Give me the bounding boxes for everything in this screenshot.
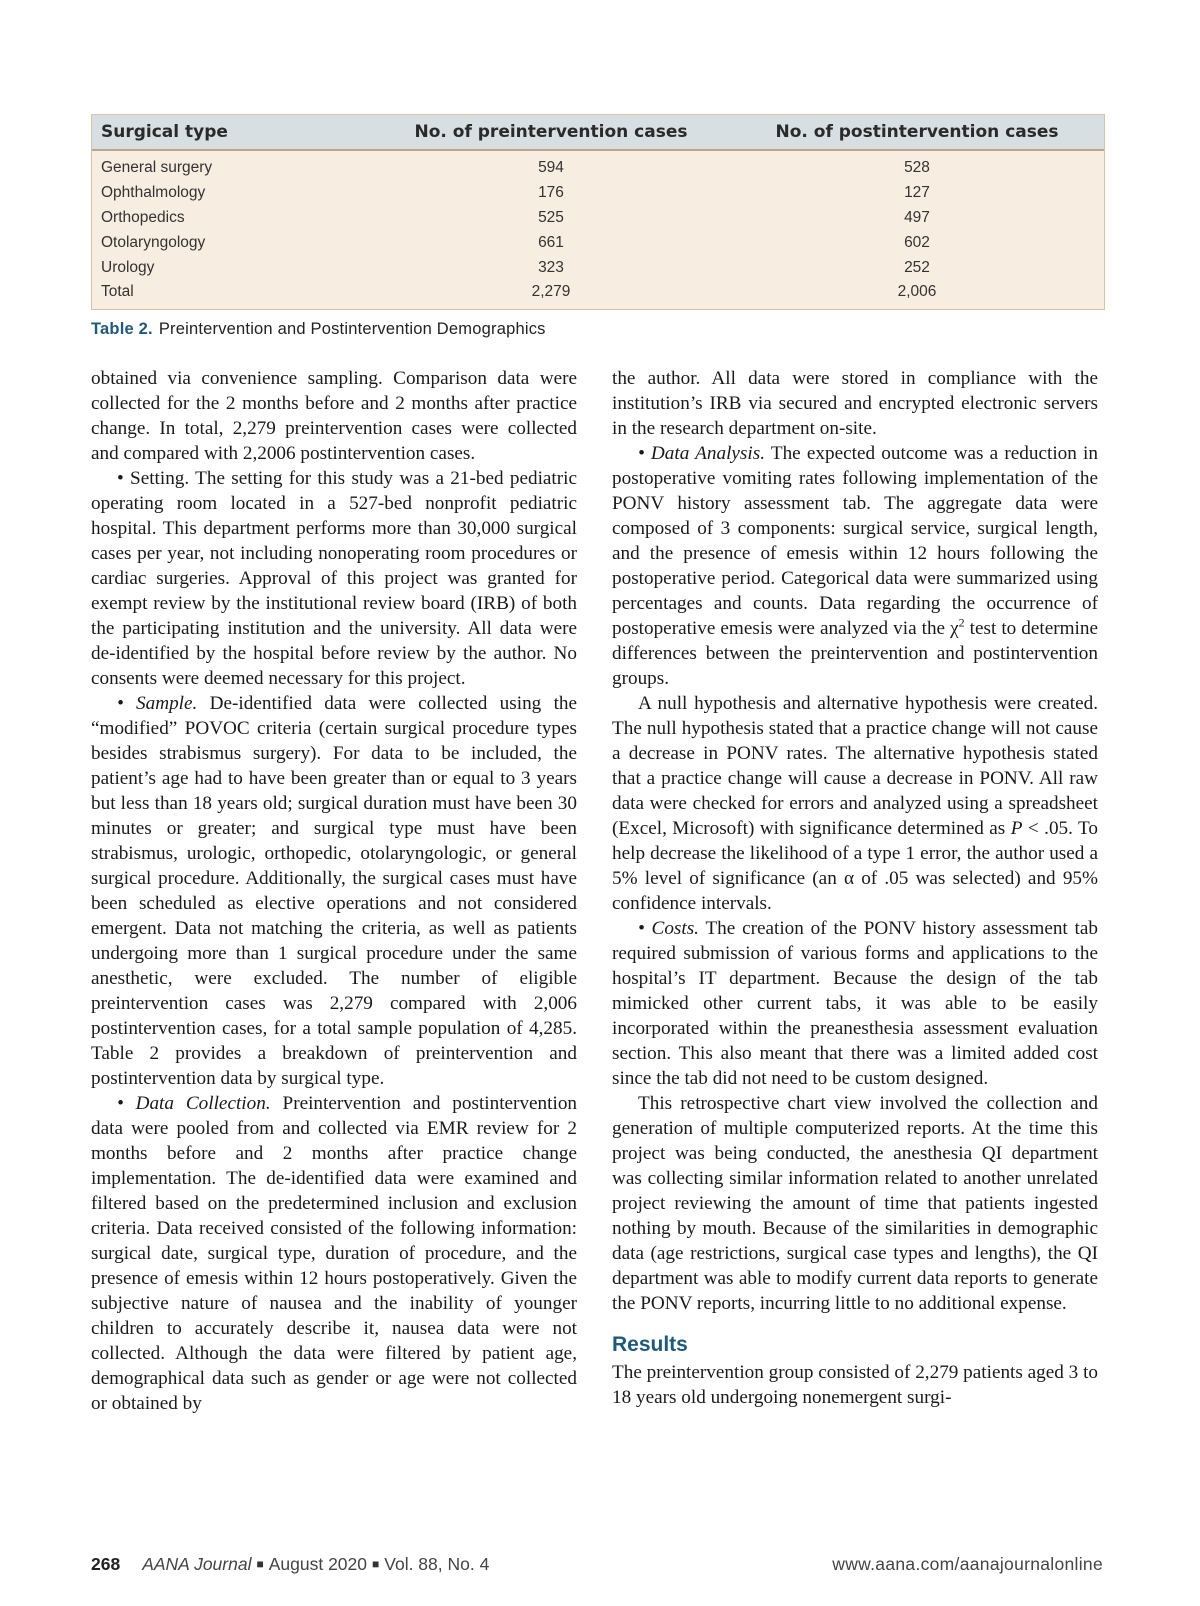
table-cell: 594 [538,159,564,177]
table-row [92,206,1104,231]
paragraph: This retrospective chart view involved the collection and generation of multiple computerized reports. At the time this project was being conducted, the anesthesia QI department was collecting similar information related to another unrelated project reviewing the amount of time that patients ingested nothing by mouth. Because of the similarities in demographic data (age restrictions, surgical case types and lengths), the QI department was able to modify current data reports to generate the PONV reports, incurring little to no additional expense. [612,1093,1098,1314]
paragraph-text: test to determine differences between the preintervention and postintervention groups. [612,618,1098,689]
table-cell: 176 [538,184,564,202]
paragraph-data-collection [91,1091,577,1416]
table-header-cell: No. of preintervention cases [414,122,688,142]
table-body [92,151,1104,309]
table-row [92,156,1104,181]
table-cell: Total [101,283,134,301]
paragraph-text: Preintervention and postintervention data were pooled from and collected via EMR review for 2 months before and 2 months after practice change implementation. The de-identified data were examined and filtered based on the predetermined inclusion and exclusion criteria. Data received consisted of the following information: surgical date, surgical type, duration of procedure, and the presence of emesis within 12 hours postoperatively. Given the subjective nature of nausea and the inability of younger children to accurately describe it, nausea data were not collected. Although the data were filtered by patient age, demographical data such as gender or age were not collected or obtained by [91,1093,578,1414]
volume-info: Vol. 88, No. 4 [384,1554,490,1574]
runin-heading: • Sample. [117,693,198,714]
separator-icon: ■ [256,1557,264,1571]
paragraph: obtained via convenience sampling. Comparison data were collected for the 2 months before and 2 months after practice change. In total, 2,279 preintervention cases were collected and compared with 2,2006 postintervention cases. [91,368,577,464]
paragraph-sample [91,691,577,1091]
paragraph-setting: • Setting. The setting for this study was a 21-bed pediatric operating room located in a 527-bed nonprofit pediatric hospital. This department performs more than 30,000 surgical cases per year, not including nonoperating room procedures or cardiac surgeries. Approval of this project was granted for exempt review by the institutional review board (IRB) of both the participating institution and the university. All data were de-identified by the hospital before review by the author. No consents were deemed necessary for this project. [91,468,577,689]
paragraph-text: De-identified data were collected using the “modified” POVOC criteria (certain surgical procedure types besides strabismus surgery). For data to be included, the patient’s age had to have been greater than or equal to 3 years but less than 18 years old; surgical duration must have been 30 minutes or greater; and surgical type must have been strabismus, urologic, orthopedic, otolaryngologic, or general surgical procedure. Additionally, the surgical cases must have been scheduled as elective operations and not considered emergent. Data not matching the criteria, as well as patients undergoing more than 1 surgical procedure under the same anesthetic, were excluded. The number of eligible preintervention cases was 2,279 compared with 2,006 postintervention cases, for a total sample population of 4,285. Table 2 provides a breakdown of preintervention and postintervention data by surgical type. [91,693,578,1089]
section-heading-results: Results [612,1333,688,1356]
demographics-table [91,114,1105,310]
paragraph-text: < .05. To help decrease the likelihood of a type 1 error, the author used a 5% level of significance (an α of .05 was selected) and 95% confidence intervals. [612,818,1098,914]
p-symbol: P [1010,818,1023,839]
right-column [612,366,1098,1410]
table-cell: 497 [904,208,930,226]
table-cell: 525 [538,208,564,226]
table-cell: General surgery [101,159,213,177]
journal-name: AANA Journal [142,1554,252,1574]
paragraph-data-analysis [612,441,1098,691]
paragraph: the author. All data were stored in compliance with the institution’s IRB via secured and encrypted electronic servers in the research department on-site. [612,368,1098,439]
table-header-row [92,115,1104,151]
paragraph-text: The creation of the PONV history assessment tab required submission of various forms and applications to the hospital’s IT department. Because the design of the tab mimicked other current tabs, it was able to be easily incorporated within the preanesthesia assessment evaluation section. This also meant that there was a limited added cost since the tab did not need to be custom designed. [612,918,1098,1089]
table-cell: 661 [538,233,564,251]
table-caption-text: Preintervention and Postintervention Demographics [158,320,546,338]
table-cell: 602 [904,233,930,251]
table-cell: Urology [101,258,155,276]
table-cell: 2,006 [897,283,937,301]
table-cell: 252 [904,258,930,276]
journal-url: www.aana.com/aanajournalonline [832,1554,1103,1574]
paragraph-costs [612,916,1098,1091]
table-header-cell: No. of postintervention cases [775,122,1059,142]
table-caption-label: Table 2. [91,320,153,338]
table-header-cell: Surgical type [101,122,228,142]
runin-heading: • Data Analysis. [638,443,765,464]
table-cell: Orthopedics [101,208,185,226]
chi-symbol: χ [950,618,959,639]
table-cell: 127 [904,184,930,202]
table-row [92,181,1104,206]
table-cell: Ophthalmology [101,184,206,202]
table-row-total [92,280,1104,305]
issue-date: August 2020 [268,1554,367,1574]
table-cell: 323 [538,258,564,276]
paragraph-text: A null hypothesis and alternative hypothesis were created. The null hypothesis stated that a practice change will not cause a decrease in PONV rates. The alternative hypothesis stated that a practice change will cause a decrease in PONV. All raw data were checked for errors and analyzed using a spreadsheet (Excel, Microsoft) with significance determined as [612,693,1098,839]
left-column [91,366,577,1416]
table-cell: Otolaryngology [101,233,206,251]
paragraph-hypothesis [612,691,1098,916]
paragraph-text: The expected outcome was a reduction in postoperative vomiting rates following implementation of the PONV history assessment tab. The aggregate data were composed of 3 components: surgical service, surgical length, and the presence of emesis within 12 hours following the postoperative period. Categorical data were summarized using percentages and counts. Data regarding the occurrence of postoperative emesis were analyzed via the [612,443,1098,639]
runin-heading: • Data Collection. [117,1093,271,1114]
superscript: 2 [958,615,965,630]
table-cell: 528 [904,159,930,177]
table-caption [91,320,546,339]
table-row [92,230,1104,255]
paragraph: The preintervention group consisted of 2,279 patients aged 3 to 18 years old undergoing nonemergent surgi- [612,1362,1098,1408]
separator-icon: ■ [372,1557,380,1571]
page-number: 268 [91,1554,121,1574]
table-row [92,255,1104,280]
table-cell: 2,279 [531,283,571,301]
page-footer [91,1554,1103,1578]
runin-heading: • Costs. [638,918,699,939]
